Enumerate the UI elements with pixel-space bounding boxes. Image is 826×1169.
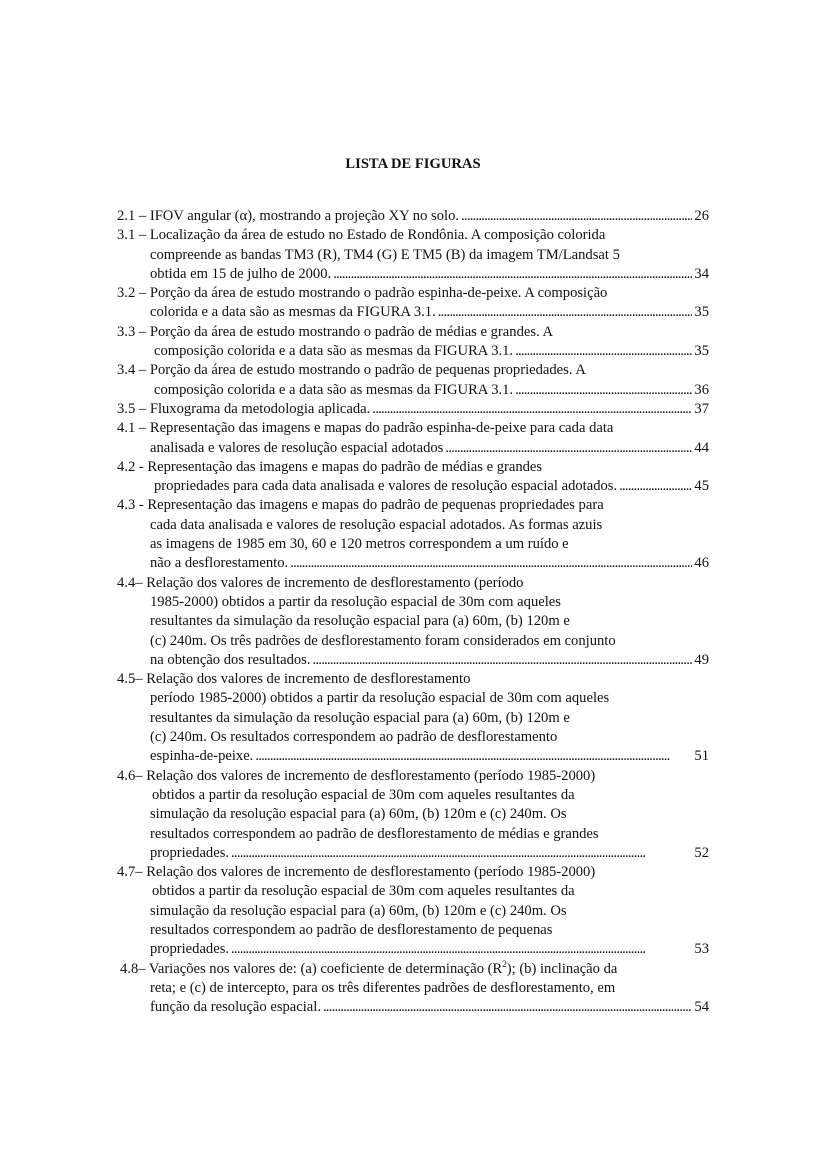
page-number: 51 (694, 748, 709, 765)
figure-entry-2-1 (117, 207, 709, 226)
entry-text: 4.8– Variações nos valores de: (a) coeficiente de determinação (R (120, 960, 503, 977)
leader-dots (231, 844, 692, 863)
leader-dots (231, 940, 692, 959)
entry-text: 4.2 - Representação das imagens e mapas do padrão de médias e grandes (117, 458, 543, 475)
figure-entry-4-1 (117, 419, 709, 458)
entry-text: propriedades. (150, 941, 230, 958)
page-number: 45 (694, 478, 709, 495)
entry-text: resultados correspondem ao padrão de desflorestamento de médias e grandes (150, 825, 599, 842)
entry-text: propriedades. (150, 844, 230, 861)
entry-text: cada data analisada e valores de resolução espacial adotados. As formas azuis (150, 516, 603, 533)
leader-dots (619, 477, 692, 496)
page-number: 26 (694, 208, 709, 224)
entry-text: 4.3 - Representação das imagens e mapas do padrão de pequenas propriedades para (117, 497, 604, 514)
superscript: 2 (502, 959, 507, 969)
page-number: 52 (694, 844, 709, 861)
page-number: 35 (694, 304, 709, 321)
leader-dots (323, 998, 692, 1017)
figure-list (117, 207, 709, 1017)
page-number: 44 (694, 439, 709, 456)
page-title: LISTA DE FIGURAS (345, 156, 481, 172)
entry-text: 1985-2000) obtidos a partir da resolução espacial de 30m com aqueles (150, 593, 561, 610)
entry-text: espinha-de-peixe. (150, 748, 254, 765)
figure-entry-3-3 (117, 323, 709, 362)
entry-text: composição colorida e a data são as mesmas da FIGURA 3.1. (154, 381, 514, 398)
leader-dots (515, 342, 692, 361)
leader-dots (461, 207, 692, 226)
entry-text: simulação da resolução espacial para (a) 60m, (b) 120m e (c) 240m. Os (150, 902, 567, 919)
entry-text: período 1985-2000) obtidos a partir da resolução espacial de 30m com aqueles (150, 690, 610, 707)
figure-entry-3-5 (117, 400, 709, 419)
entry-text: resultantes da simulação da resolução espacial para (a) 60m, (b) 120m e (150, 709, 570, 726)
entry-text: 4.7– Relação dos valores de incremento de desflorestamento (período 1985-2000) (117, 864, 596, 881)
entry-text: propriedades para cada data analisada e valores de resolução espacial adotados. (154, 478, 618, 495)
figure-entry-4-5 (117, 670, 709, 766)
figure-entry-4-8 (120, 960, 709, 1018)
entry-text: 3.2 – Porção da área de estudo mostrando o padrão espinha-de-peixe. A composição (117, 285, 608, 302)
leader-dots (515, 381, 692, 400)
page-number: 54 (694, 999, 709, 1016)
page-number: 35 (694, 343, 709, 360)
page-number: 46 (694, 555, 709, 572)
entry-text: 4.6– Relação dos valores de incremento de desflorestamento (período 1985-2000) (117, 767, 596, 784)
entry-text: resultados correspondem ao padrão de desflorestamento de pequenas (150, 921, 553, 938)
figure-entry-4-7 (117, 863, 709, 959)
entry-text: 3.4 – Porção da área de estudo mostrando o padrão de pequenas propriedades. A (117, 362, 586, 379)
leader-dots (333, 265, 692, 284)
figure-entry-3-4 (117, 361, 709, 400)
entry-text: 4.4– Relação dos valores de incremento de desflorestamento (período (117, 574, 524, 591)
leader-dots (372, 400, 692, 419)
entry-text: (c) 240m. Os três padrões de desflorestamento foram considerados em conjunto (150, 632, 616, 649)
entry-text: simulação da resolução espacial para (a) 60m, (b) 120m e (c) 240m. Os (150, 806, 567, 823)
leader-dots (445, 439, 692, 458)
entry-text: 4.1 – Representação das imagens e mapas do padrão espinha-de-peixe para cada data (117, 420, 614, 437)
entry-text: (c) 240m. Os resultados correspondem ao padrão de desflorestamento (150, 729, 558, 746)
page-number: 53 (694, 941, 709, 958)
leader-dots (438, 303, 693, 322)
entry-text: obtida em 15 de julho de 2000. (150, 265, 332, 282)
figure-entry-4-2 (117, 458, 709, 497)
leader-dots (313, 651, 693, 670)
leader-dots (290, 554, 692, 573)
entry-text: 3.3 – Porção da área de estudo mostrando o padrão de médias e grandes. A (117, 323, 554, 340)
figure-entry-3-2 (117, 284, 709, 323)
entry-text: colorida e a data são as mesmas da FIGURA 3.1. (150, 304, 436, 321)
entry-text: 2.1 – IFOV angular (α), mostrando a projeção XY no solo. (117, 208, 460, 224)
entry-text: na obtenção dos resultados. (150, 651, 311, 668)
leader-dots (255, 747, 692, 766)
entry-text: não a desflorestamento. (150, 555, 289, 572)
entry-text: reta; e (c) de intercepto, para os três diferentes padrões de desflorestamento, em (150, 979, 616, 996)
entry-text: compreende as bandas TM3 (R), TM4 (G) E TM5 (B) da imagem TM/Landsat 5 (150, 246, 620, 263)
page-number: 49 (694, 651, 709, 668)
entry-text: obtidos a partir da resolução espacial de 30m com aqueles resultantes da (152, 786, 575, 803)
entry-text: função da resolução espacial. (150, 999, 321, 1016)
figure-entry-4-3 (117, 496, 709, 573)
entry-text: composição colorida e a data são as mesmas da FIGURA 3.1. (154, 343, 514, 360)
entry-text: 3.5 – Fluxograma da metodologia aplicada. (117, 400, 371, 417)
page-number: 37 (694, 400, 709, 417)
page-number: 34 (694, 265, 709, 282)
page-number: 36 (694, 381, 709, 398)
entry-text: analisada e valores de resolução espacial adotados (150, 439, 444, 456)
figure-entry-4-4 (117, 574, 709, 670)
entry-text: 3.1 – Localização da área de estudo no Estado de Rondônia. A composição colorida (117, 227, 606, 244)
entry-text: obtidos a partir da resolução espacial de 30m com aqueles resultantes da (152, 883, 575, 900)
entry-text-suffix: ); (b) inclinação da (506, 960, 618, 977)
figure-entry-4-6 (117, 767, 709, 863)
entry-text: resultantes da simulação da resolução espacial para (a) 60m, (b) 120m e (150, 613, 570, 630)
entry-text: 4.5– Relação dos valores de incremento de desflorestamento (117, 671, 471, 688)
entry-text: as imagens de 1985 em 30, 60 e 120 metros correspondem a um ruído e (150, 536, 569, 553)
figure-entry-3-1 (117, 226, 709, 284)
